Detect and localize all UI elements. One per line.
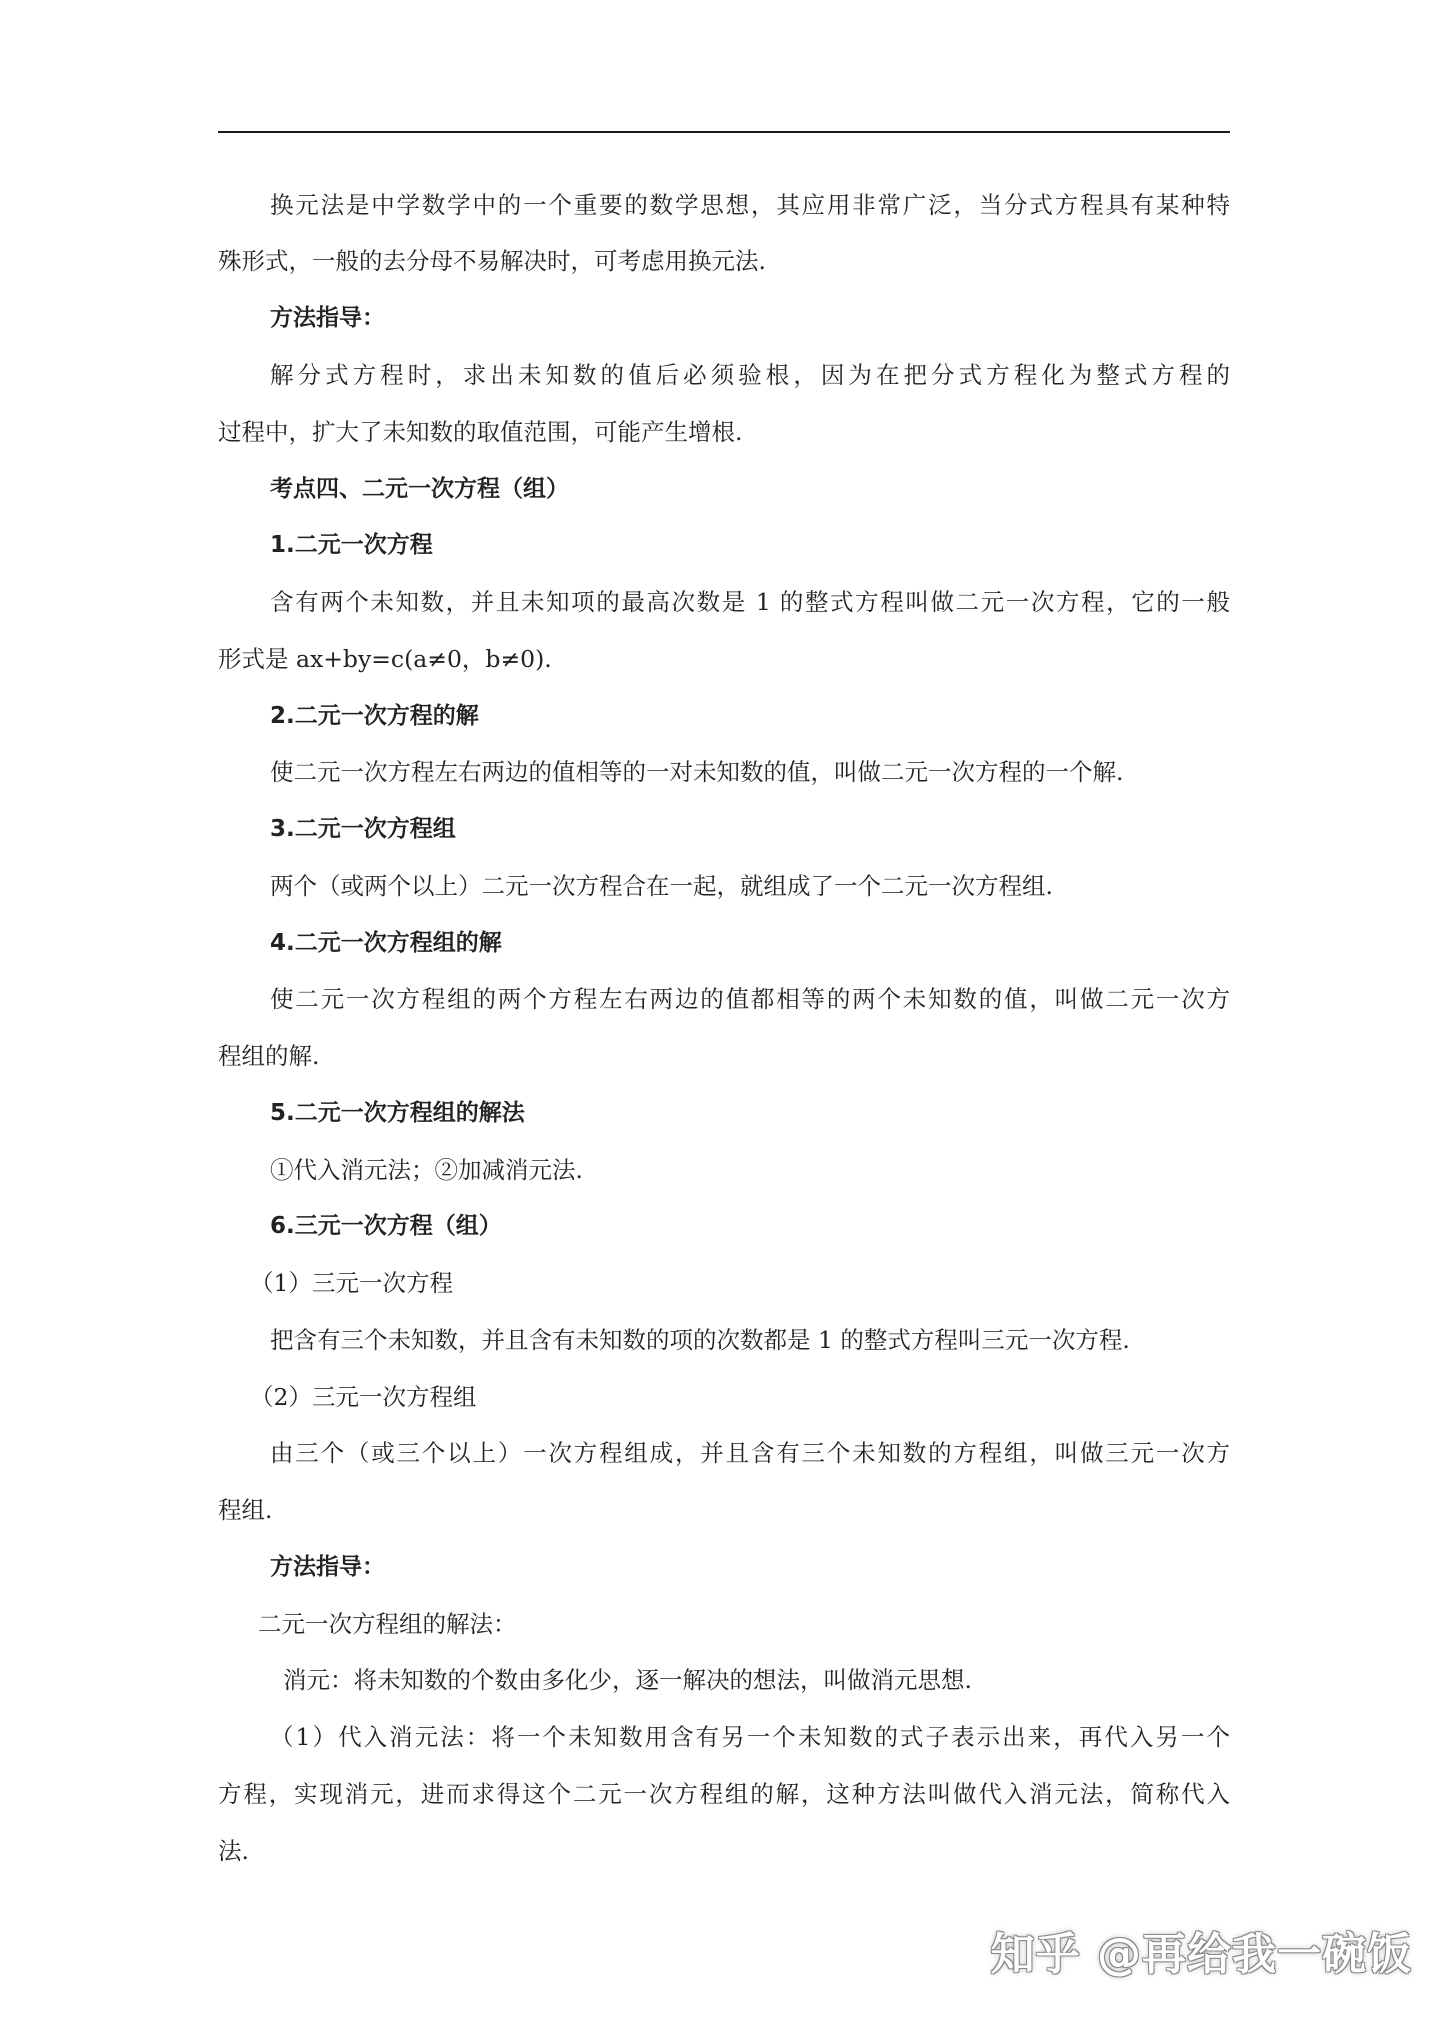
section-heading: 考点四、二元一次方程（组）: [270, 476, 569, 502]
watermark: 知乎 @再给我一碗饭: [990, 1929, 1412, 1980]
paragraph-line: 法.: [218, 1837, 249, 1865]
subsection-heading: 5.二元一次方程组的解法: [270, 1100, 525, 1126]
paragraph-line: （1）代入消元法：将一个未知数用含有另一个未知数的式子表示出来，再代入另一个: [270, 1723, 1230, 1751]
paragraph-line: 含有两个未知数，并且未知项的最高次数是 1 的整式方程叫做二元一次方程，它的一般: [270, 588, 1230, 616]
subsection-heading: 2.二元一次方程的解: [270, 703, 479, 729]
paragraph-line: ①代入消元法；②加减消元法.: [270, 1156, 583, 1184]
paragraph-line: 过程中，扩大了未知数的取值范围，可能产生增根.: [218, 418, 743, 446]
paragraph-line: 消元：将未知数的个数由多化少，逐一解决的想法，叫做消元思想.: [283, 1666, 972, 1694]
paragraph-line: 使二元一次方程组的两个方程左右两边的值都相等的两个未知数的值，叫做二元一次方: [270, 985, 1230, 1013]
subsection-heading: 3.二元一次方程组: [270, 816, 456, 842]
section-heading: 方法指导：: [270, 305, 385, 331]
paragraph-line: 把含有三个未知数，并且含有未知数的项的次数都是 1 的整式方程叫三元一次方程.: [270, 1326, 1130, 1354]
paragraph-line: 方程，实现消元，进而求得这个二元一次方程组的解，这种方法叫做代入消元法，简称代入: [218, 1780, 1230, 1808]
paragraph-line: 程组的解.: [218, 1042, 320, 1070]
paragraph-line: （1）三元一次方程: [250, 1269, 453, 1297]
paragraph-line: 使二元一次方程左右两边的值相等的一对未知数的值，叫做二元一次方程的一个解.: [270, 758, 1124, 786]
subsection-heading: 4.二元一次方程组的解: [270, 930, 502, 956]
paragraph-line: 二元一次方程组的解法：: [258, 1610, 517, 1638]
paragraph-line: 两个（或两个以上）二元一次方程合在一起，就组成了一个二元一次方程组.: [270, 872, 1053, 900]
paragraph-line: 殊形式，一般的去分母不易解决时，可考虑用换元法.: [218, 247, 766, 275]
paragraph-line: 由三个（或三个以上）一次方程组成，并且含有三个未知数的方程组，叫做三元一次方: [270, 1439, 1230, 1467]
paragraph-line: （2）三元一次方程组: [250, 1383, 477, 1411]
paragraph-line: 解分式方程时，求出未知数的值后必须验根，因为在把分式方程化为整式方程的: [270, 361, 1230, 389]
paragraph-line: 形式是 ax+by=c(a≠0，b≠0).: [218, 645, 552, 673]
paragraph-line: 程组.: [218, 1496, 273, 1524]
subsection-heading: 1.二元一次方程: [270, 532, 433, 558]
section-heading: 方法指导：: [270, 1554, 385, 1580]
paragraph-line: 换元法是中学数学中的一个重要的数学思想，其应用非常广泛，当分式方程具有某种特: [270, 191, 1230, 219]
header-rule: [218, 131, 1230, 133]
subsection-heading: 6.三元一次方程（组）: [270, 1213, 502, 1239]
